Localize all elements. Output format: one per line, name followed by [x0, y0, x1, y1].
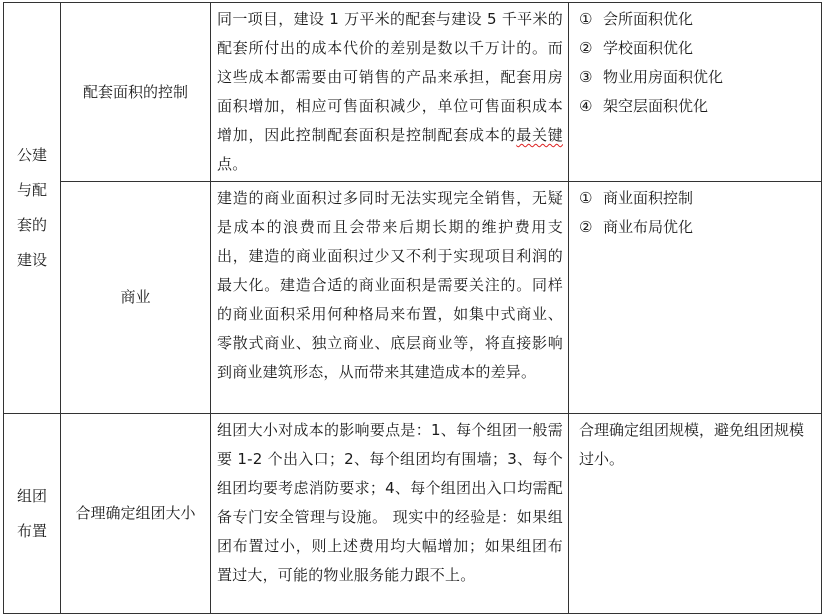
measure-label: 架空层面积优化 — [603, 97, 709, 115]
category-label: 公建与配套的建设 — [16, 146, 47, 269]
subcategory-label: 合理确定组团大小 — [75, 504, 196, 522]
table-row — [4, 182, 822, 414]
measure-number: ④ — [579, 97, 593, 115]
subcategory-cell — [61, 414, 211, 614]
cost-control-table — [3, 2, 822, 614]
description-text: 组团大小对成本的影响要点是：1、每个组团一般需要 1-2 个出入口；2、每个组团均有围墙；3、每个组团均要考虑消防要求；4、每个组团出入口均需配备专门安全管理与设施。 现实中的经验是：如果组团布置过小，则上述费用均大幅增加；如果组团布置过大，可能的物业服务能力跟不上。 — [217, 421, 563, 584]
measure-number: ② — [579, 39, 593, 57]
category-cell — [4, 3, 61, 414]
spellcheck-marked-text: 最关键 — [516, 126, 563, 144]
subcategory-label: 商业 — [120, 288, 151, 306]
measure-item — [579, 184, 815, 213]
subcategory-label: 配套面积的控制 — [82, 82, 188, 101]
measure-number: ③ — [579, 68, 593, 86]
table-row — [4, 3, 822, 182]
category-cell — [4, 414, 61, 614]
measure-number: ② — [579, 218, 593, 236]
measure-label: 商业布局优化 — [603, 218, 694, 236]
measures-cell — [569, 182, 822, 414]
measures-cell — [569, 414, 822, 614]
category-label: 组团布置 — [16, 486, 47, 540]
description-text: 建造的商业面积过多同时无法实现完全销售，无疑是成本的浪费而且会带来后期长期的维护费用支出，建造的商业面积过少又不利于实现项目利润的最大化。建造合适的商业面积是需要关注的。同样的商业面积采用何种格局来布置，如集中式商业、零散式商业、独立商业、底层商业等，将直接影响到商业建筑形态，从而带来其建造成本的差异。 — [217, 189, 563, 381]
description-text-tail: 点。 — [217, 155, 248, 173]
measure-label: 学校面积优化 — [603, 39, 694, 57]
description-cell — [211, 182, 569, 414]
description-cell — [211, 3, 569, 182]
measure-number: ① — [579, 189, 593, 207]
table-row — [4, 414, 822, 614]
measure-label: 物业用房面积优化 — [603, 68, 724, 86]
measure-item — [579, 92, 815, 121]
measure-item — [579, 34, 815, 63]
measure-item — [579, 213, 815, 242]
measures-cell — [569, 3, 822, 182]
measure-label: 商业面积控制 — [603, 189, 694, 207]
description-text: 同一项目，建设 1 万平米的配套与建设 5 千平米的配套所付出的成本代价的差别是数以千万计的。而这些成本都需要由可销售的产品来承担，配套用房面积增加，相应可售面积减少，单位可售面积成本增加，因此控制配套面积是控制配套成本的 — [217, 10, 563, 144]
subcategory-cell — [61, 182, 211, 414]
description-cell — [211, 414, 569, 614]
measure-number: ① — [579, 10, 593, 28]
measure-text: 合理确定组团规模，避免组团规模过小。 — [579, 421, 805, 468]
measure-label: 会所面积优化 — [603, 10, 694, 28]
subcategory-cell — [61, 3, 211, 182]
measure-item — [579, 5, 815, 34]
measure-item — [579, 63, 815, 92]
